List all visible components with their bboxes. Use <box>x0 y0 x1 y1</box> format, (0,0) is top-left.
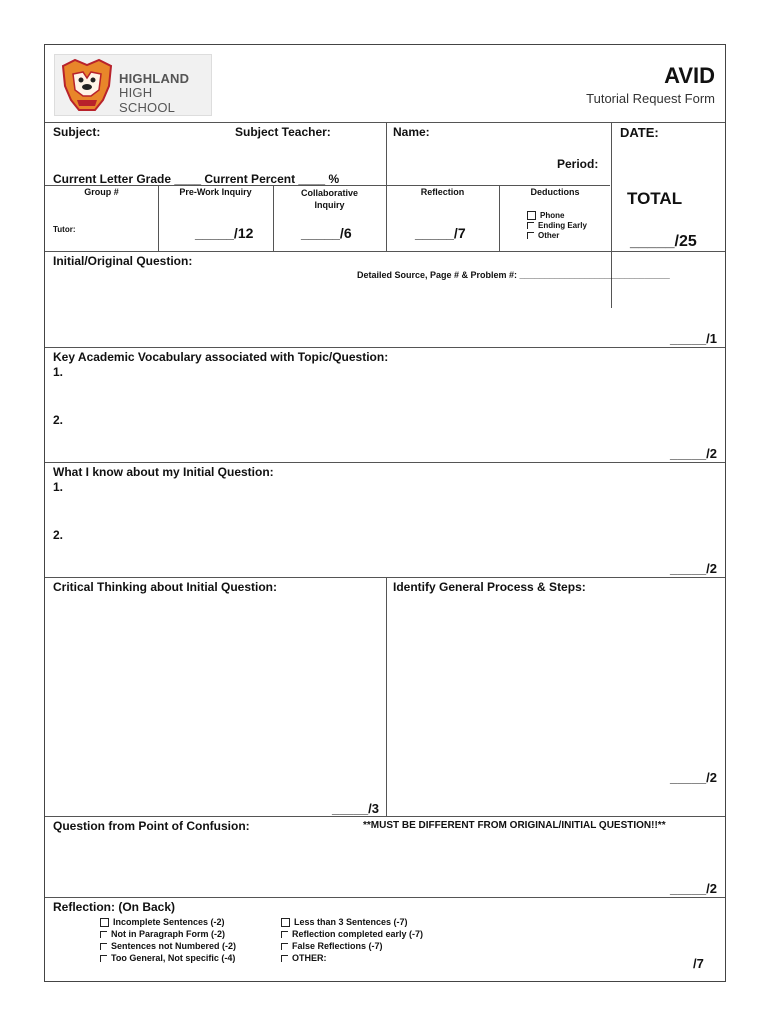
know-item-1: 1. <box>53 480 64 494</box>
checkbox-icon <box>100 943 107 950</box>
deduction-phone[interactable]: Phone <box>527 211 587 221</box>
reflection-option[interactable]: Sentences not Numbered (-2) <box>100 940 236 952</box>
process-score: _____/2 <box>670 770 717 785</box>
subject-label: Subject: <box>53 125 101 139</box>
prework-label: Pre-Work Inquiry <box>179 187 252 197</box>
source-line: Detailed Source, Page # & Problem #: ______________________________ <box>357 270 670 280</box>
collab-label-line1: Collaborative <box>300 188 358 198</box>
reflection-right-list <box>281 916 423 964</box>
collab-score: _____/6 <box>301 225 352 241</box>
vocabulary-score: _____/2 <box>670 446 717 461</box>
know-score: _____/2 <box>670 561 717 576</box>
initial-question-label: Initial/Original Question: <box>53 254 193 268</box>
checkbox-icon <box>100 931 107 938</box>
school-logo <box>54 54 212 116</box>
collab-label <box>273 187 386 211</box>
initial-question-score: _____/1 <box>670 331 717 346</box>
deduction-other[interactable]: Other <box>527 231 587 241</box>
checkbox-icon <box>527 222 534 229</box>
date-label: DATE: <box>620 125 659 140</box>
checkbox-icon <box>281 955 288 962</box>
vocabulary-item-2: 2. <box>53 413 64 427</box>
deduction-ending-early[interactable]: Ending Early <box>527 221 587 231</box>
form-subtitle: Tutorial Request Form <box>586 91 715 106</box>
name-label: Name: <box>393 125 430 139</box>
subject-teacher-label: Subject Teacher: <box>235 125 331 139</box>
reflection-option[interactable]: Too General, Not specific (-4) <box>100 952 236 964</box>
checkbox-icon <box>281 943 288 950</box>
reflection-option[interactable]: Incomplete Sentences (-2) <box>100 916 236 928</box>
confusion-score: _____/2 <box>670 881 717 896</box>
form-title: AVID <box>664 63 715 88</box>
collab-label-line2: Inquiry <box>314 200 345 210</box>
reflection-left-list <box>100 916 236 964</box>
checkbox-icon <box>100 918 109 927</box>
process-steps-label: Identify General Process & Steps: <box>393 580 586 594</box>
reflection-score: _____/7 <box>415 225 466 241</box>
grade-line: Current Letter Grade ____ Current Percent ____ % <box>53 172 340 186</box>
know-label: What I know about my Initial Question: <box>53 465 274 479</box>
bulldog-icon <box>57 56 117 114</box>
prework-score: _____/12 <box>195 225 254 241</box>
checkbox-icon <box>527 211 536 220</box>
tutor-label: Tutor: <box>53 225 76 234</box>
reflection-section-score: /7 <box>693 956 704 971</box>
checkbox-icon <box>527 232 534 239</box>
total-score: _____/25 <box>630 233 697 250</box>
reflection-section-label: Reflection: (On Back) <box>53 900 176 914</box>
vocabulary-item-1: 1. <box>53 365 64 379</box>
vocabulary-label: Key Academic Vocabulary associated with Topic/Question: <box>53 350 389 364</box>
deductions-label: Deductions <box>530 187 580 197</box>
group-label: Group # <box>84 187 119 197</box>
reflection-option[interactable]: Less than 3 Sentences (-7) <box>281 916 423 928</box>
school-name-line2: HIGH SCHOOL <box>119 85 176 115</box>
tutorial-request-form <box>44 44 726 982</box>
know-item-2: 2. <box>53 528 64 542</box>
confusion-label: Question from Point of Confusion: <box>53 819 250 833</box>
checkbox-icon <box>281 931 288 938</box>
confusion-note: **MUST BE DIFFERENT FROM ORIGINAL/INITIAL QUESTION!!** <box>363 820 666 831</box>
reflection-option[interactable]: Not in Paragraph Form (-2) <box>100 928 236 940</box>
critical-thinking-label: Critical Thinking about Initial Question: <box>53 580 278 594</box>
checkbox-icon <box>100 955 107 962</box>
reflection-option[interactable]: OTHER: <box>281 952 423 964</box>
reflection-option[interactable]: Reflection completed early (-7) <box>281 928 423 940</box>
reflection-label: Reflection <box>420 187 465 197</box>
deductions-list <box>527 211 587 241</box>
total-label: TOTAL <box>627 189 683 208</box>
critical-thinking-score: _____/3 <box>332 801 379 816</box>
period-label: Period: <box>557 157 599 171</box>
reflection-option[interactable]: False Reflections (-7) <box>281 940 423 952</box>
school-name-line1: HIGHLAND <box>119 71 190 86</box>
checkbox-icon <box>281 918 290 927</box>
